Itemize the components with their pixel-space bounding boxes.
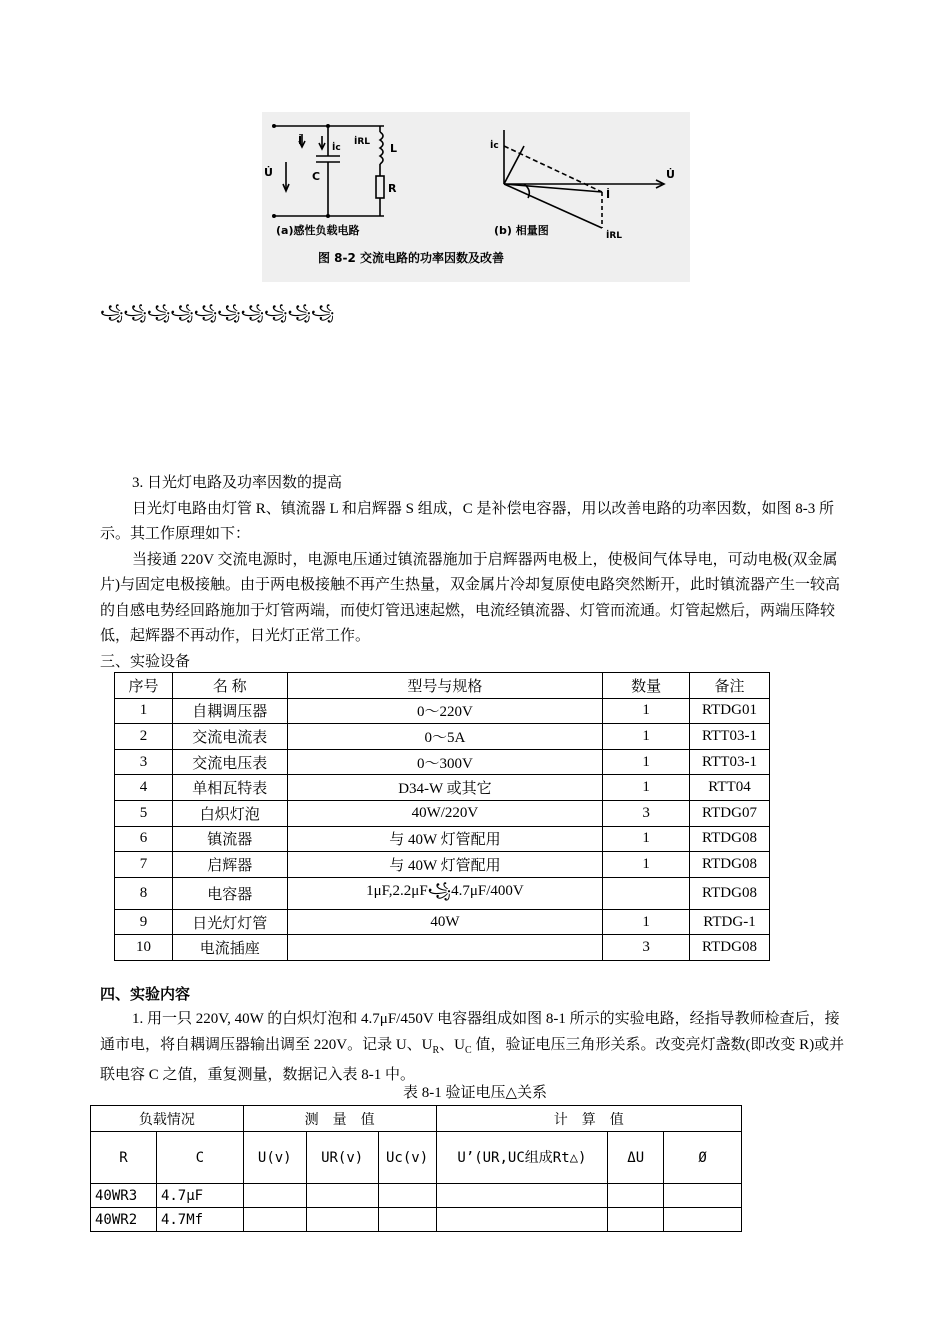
equipment-cell: 日光灯灯管 (172, 909, 287, 935)
header-calculated: 计 算 值 (436, 1106, 741, 1132)
section-3 (100, 471, 852, 675)
equipment-row (115, 877, 770, 909)
table-cell (378, 1184, 436, 1208)
table-cell (664, 1208, 742, 1232)
equipment-cell: 7 (115, 852, 173, 878)
equipment-cell: 镇流器 (172, 826, 287, 852)
equipment-cell: 1 (603, 909, 690, 935)
figure-caption: 图 8-2 交流电路的功率因数及改善 (318, 251, 505, 265)
equipment-header-cell: 型号与规格 (287, 673, 602, 699)
equipment-row (115, 935, 770, 961)
equipment-cell: 40W (287, 909, 602, 935)
table-cell (306, 1184, 378, 1208)
equipment-cell: 0～300V (287, 749, 602, 775)
table-cell (243, 1184, 306, 1208)
equipment-cell: 自耦调压器 (172, 698, 287, 724)
section-4-paragraph: 1. 用一只 220V, 40W 的白炽灯泡和 4.7μF/450V 电容器组成如图 8-1 所示的实验电路，经指导教师检查后，接通市电，将自耦调压器输出调至 220V。记录 U、$U_R$、$U_C$ 值，验证电压三角形关系。改变亮灯盏数(即改变 R)或并联电容 C 之值，重复测量，数据记入表 8-1 中。 (100, 1011, 845, 1083)
equipment-cell: 3 (603, 935, 690, 961)
equipment-cell: RTDG08 (690, 935, 770, 961)
equipment-cell: 与 40W 灯管配用 (287, 826, 602, 852)
equipment-cell (603, 877, 690, 909)
equipment-cell: 1μF,2.2μF꧁4.7μF/400V (287, 877, 602, 909)
phasor-ic-label: İc (490, 141, 499, 151)
caption-b: (b) 相量图 (494, 224, 549, 237)
equipment-cell: 电流插座 (172, 935, 287, 961)
equipment-cell: 1 (603, 826, 690, 852)
equipment-cell: 1 (603, 775, 690, 801)
equipment-cell: 0～5A (287, 724, 602, 750)
equipment-cell: 4 (115, 775, 173, 801)
phasor-diagram (504, 130, 664, 228)
table-column-header-row (91, 1132, 742, 1184)
equipment-row (115, 800, 770, 826)
equipment-cell: RTDG01 (690, 698, 770, 724)
table-cell: 4.7Mf (156, 1208, 243, 1232)
equipment-cell: 10 (115, 935, 173, 961)
section-3-para-1: 日光灯电路由灯管 R、镇流器 L 和启辉器 S 组成，C 是补偿电容器，用以改善电路的功率因数，如图 8-3 所示。其工作原理如下： (100, 500, 834, 542)
equipment-table (114, 672, 770, 961)
figure-8-2 (262, 112, 690, 282)
current-i-label: İ (298, 134, 303, 147)
table-cell (436, 1184, 608, 1208)
header-u-prime: U’(UR,UC组成Rt△) (436, 1132, 608, 1184)
header-r: R (91, 1132, 157, 1184)
equipment-cell: 电容器 (172, 877, 287, 909)
decorative-symbol-row: ꧁꧁꧁꧁꧁꧁꧁꧁꧁꧁ (100, 305, 335, 321)
current-ic-label: İc (332, 143, 341, 153)
table-cell (664, 1184, 742, 1208)
header-delta-u: ΔU (608, 1132, 664, 1184)
table-row (91, 1208, 742, 1232)
current-irl-label: İRL (354, 137, 371, 147)
equipment-cell: RTT03-1 (690, 724, 770, 750)
voltage-u-label: U̇ (264, 166, 273, 179)
equipment-cell: 5 (115, 800, 173, 826)
equipment-cell: RTDG07 (690, 800, 770, 826)
table-cell: 40WR2 (91, 1208, 157, 1232)
table-cell (243, 1208, 306, 1232)
equipment-cell: 单相瓦特表 (172, 775, 287, 801)
equipment-row (115, 749, 770, 775)
phasor-irl-label: İRL (606, 231, 623, 241)
phasor-i-label: İ (606, 188, 611, 201)
equipment-cell: 0～220V (287, 698, 602, 724)
equipment-row (115, 909, 770, 935)
voltage-triangle-table (90, 1105, 742, 1232)
equipment-cell: 9 (115, 909, 173, 935)
equipment-cell: 1 (603, 749, 690, 775)
header-load: 负载情况 (91, 1106, 244, 1132)
section-4-heading: 四、实验内容 (100, 986, 191, 1003)
equipment-header-cell: 名 称 (172, 673, 287, 699)
equipment-cell: RTDG08 (690, 852, 770, 878)
caption-a: (a)感性负载电路 (276, 224, 360, 237)
header-uc: Uc(v) (378, 1132, 436, 1184)
header-ur: UR(v) (306, 1132, 378, 1184)
equipment-cell: 白炽灯泡 (172, 800, 287, 826)
circuit-phasor-diagram (262, 112, 690, 282)
table-row (91, 1184, 742, 1208)
equipment-cell: RTDG08 (690, 826, 770, 852)
table-group-header-row (91, 1106, 742, 1132)
equipment-header-cell: 序号 (115, 673, 173, 699)
resistor-label: R (388, 182, 397, 195)
equipment-cell: RTT03-1 (690, 749, 770, 775)
table-cell (306, 1208, 378, 1232)
equipment-heading: 三、实验设备 (100, 653, 191, 670)
table-cell (608, 1184, 664, 1208)
equipment-cell: 1 (603, 698, 690, 724)
equipment-cell: 6 (115, 826, 173, 852)
section-3-para-2: 当接通 220V 交流电源时，电源电压通过镇流器施加于启辉器两电极上，使极间气体导电，可动电极(双金属片)与固定电极接触。由于两电极接触不再产生热量，双金属片冷却复原使电路突然断开，此时镇流器产生一较高的自感电势经回路施加于灯管两端，而使灯管迅速起燃，电流经镇流器、灯管而流通。灯管起燃后，两端压降较低，起辉器不再动作，日光灯正常工作。 (100, 551, 841, 644)
header-u: U(v) (243, 1132, 306, 1184)
equipment-cell: 启辉器 (172, 852, 287, 878)
equipment-cell: RTDG08 (690, 877, 770, 909)
equipment-cell: 8 (115, 877, 173, 909)
equipment-cell: 1 (603, 724, 690, 750)
header-c: C (156, 1132, 243, 1184)
equipment-cell: 与 40W 灯管配用 (287, 852, 602, 878)
equipment-header-cell: 备注 (690, 673, 770, 699)
section-3-heading: 3. 日光灯电路及功率因数的提高 (132, 475, 343, 491)
table-8-1-caption: 表 8-1 验证电压△关系 (402, 1085, 548, 1101)
equipment-table-body (115, 673, 770, 961)
equipment-cell: RTDG-1 (690, 909, 770, 935)
equipment-cell (287, 935, 602, 961)
table-cell (608, 1208, 664, 1232)
equipment-cell: 交流电流表 (172, 724, 287, 750)
table-cell (436, 1208, 608, 1232)
equipment-row (115, 775, 770, 801)
equipment-cell: 3 (603, 800, 690, 826)
equipment-cell: 2 (115, 724, 173, 750)
equipment-cell: 1 (603, 852, 690, 878)
inductor-label: L (390, 142, 398, 155)
equipment-cell: 3 (115, 749, 173, 775)
table-cell (378, 1208, 436, 1232)
equipment-row (115, 724, 770, 750)
header-measured: 测 量 值 (243, 1106, 436, 1132)
equipment-row (115, 698, 770, 724)
equipment-cell: 1 (115, 698, 173, 724)
equipment-cell: D34-W 或其它 (287, 775, 602, 801)
capacitor-label: C (312, 170, 321, 183)
equipment-row (115, 852, 770, 878)
phasor-u-label: U̇ (666, 168, 675, 181)
equipment-row (115, 826, 770, 852)
equipment-header-row (115, 673, 770, 699)
equipment-header-cell: 数量 (603, 673, 690, 699)
header-phi: Ø (664, 1132, 742, 1184)
equipment-cell: 40W/220V (287, 800, 602, 826)
table-cell: 40WR3 (91, 1184, 157, 1208)
equipment-cell: 交流电压表 (172, 749, 287, 775)
table-cell: 4.7μF (156, 1184, 243, 1208)
equipment-cell: RTT04 (690, 775, 770, 801)
